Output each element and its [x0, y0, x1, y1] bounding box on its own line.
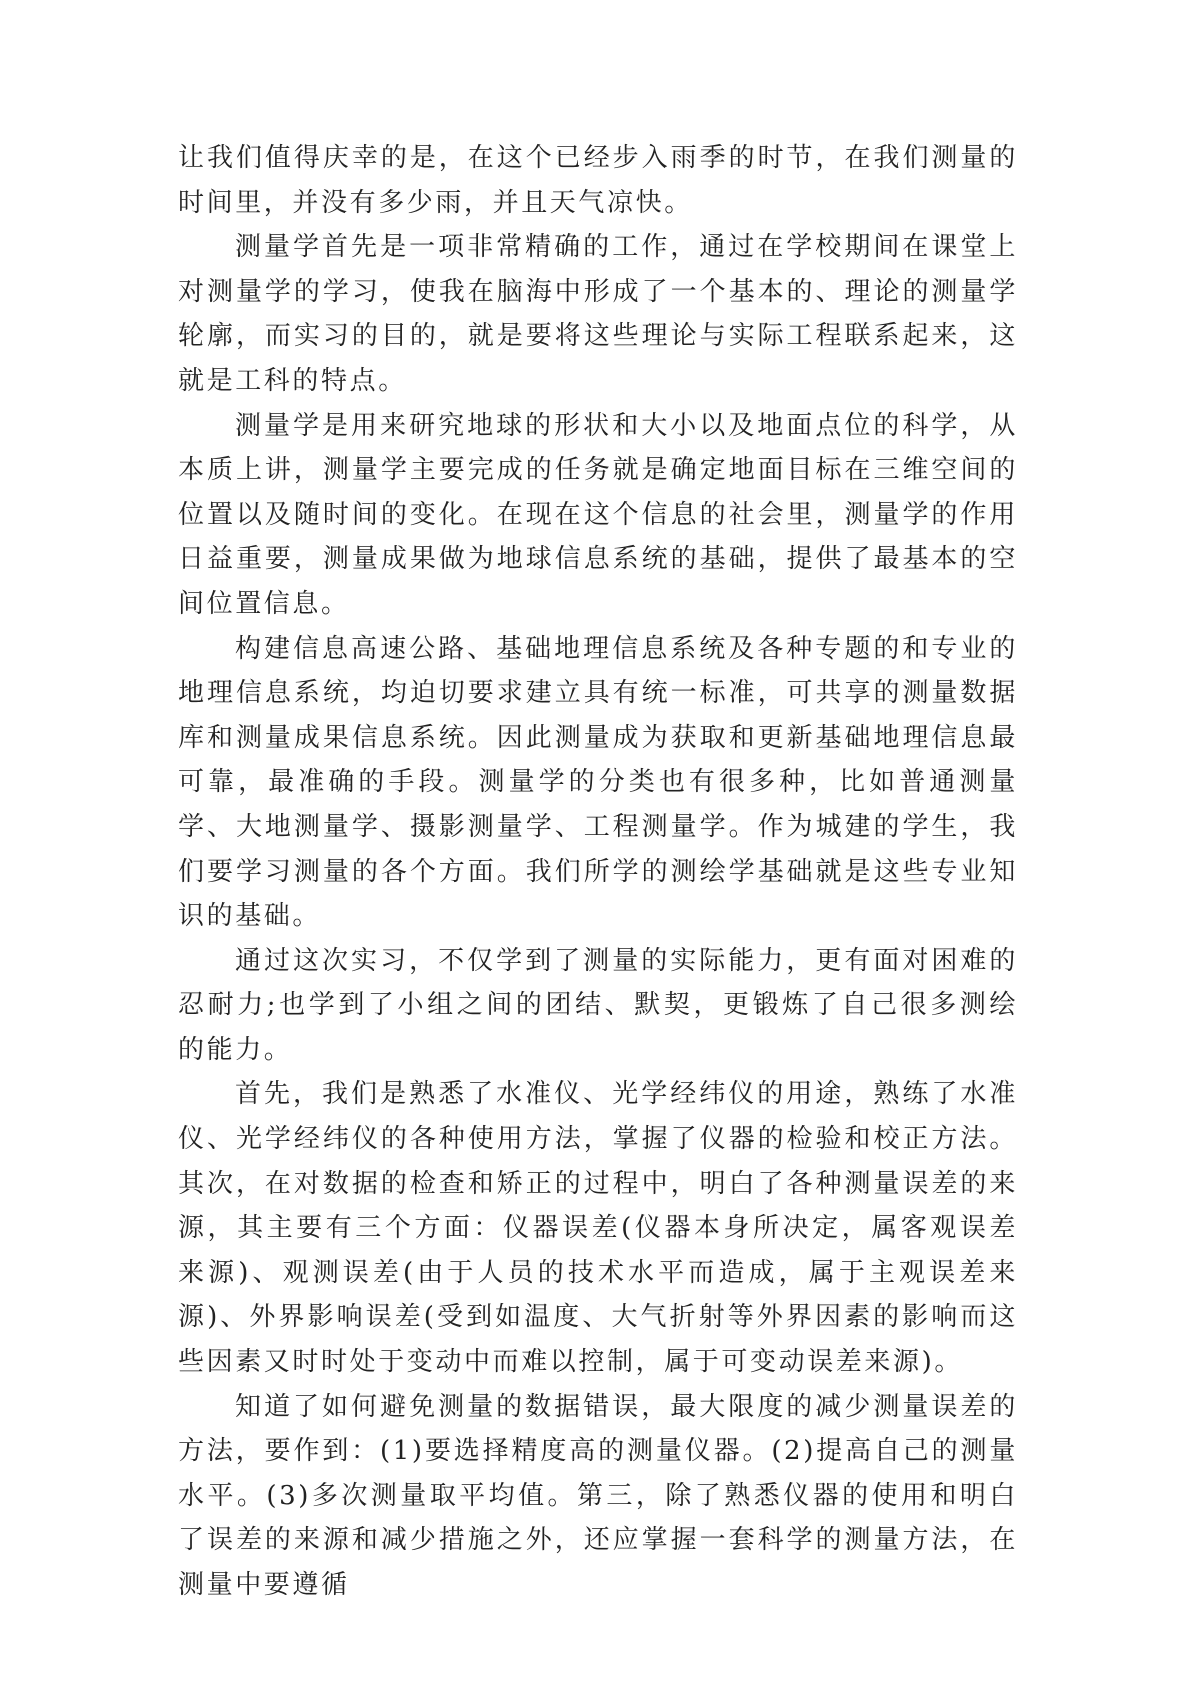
paragraph-1: 让我们值得庆幸的是，在这个已经步入雨季的时节，在我们测量的时间里，并没有多少雨，并且天气凉快。	[178, 143, 1018, 218]
paragraph-2: 测量学首先是一项非常精确的工作，通过在学校期间在课堂上对测量学的学习，使我在脑海中形成了一个基本的、理论的测量学轮廓，而实习的目的，就是要将这些理论与实际工程联系起来，这就是工科的特点。	[178, 232, 1018, 396]
paragraph-7: 知道了如何避免测量的数据错误，最大限度的减少测量误差的方法，要作到：(1)要选择精度高的测量仪器。(2)提高自己的测量水平。(3)多次测量取平均值。第三，除了熟悉仪器的使用和明白了误差的来源和减少措施之外，还应掌握一套科学的测量方法，在测量中要遵循	[178, 1391, 1018, 1600]
paragraph-3: 测量学是用来研究地球的形状和大小以及地面点位的科学，从本质上讲，测量学主要完成的任务就是确定地面目标在三维空间的位置以及随时间的变化。在现在这个信息的社会里，测量学的作用日益重要，测量成果做为地球信息系统的基础，提供了最基本的空间位置信息。	[178, 410, 1018, 619]
document-body	[178, 136, 1018, 1608]
paragraph-6: 首先，我们是熟悉了水准仪、光学经纬仪的用途，熟练了水准仪、光学经纬仪的各种使用方法，掌握了仪器的检验和校正方法。其次，在对数据的检查和矫正的过程中，明白了各种测量误差的来源，其主要有三个方面：仪器误差(仪器本身所决定，属客观误差来源)、观测误差(由于人员的技术水平而造成，属于主观误差来源)、外界影响误差(受到如温度、大气折射等外界因素的影响而这些因素又时时处于变动中而难以控制，属于可变动误差来源)。	[178, 1079, 1018, 1378]
paragraph-5: 通过这次实习，不仅学到了测量的实际能力，更有面对困难的忍耐力;也学到了小组之间的团结、默契，更锻炼了自己很多测绘的能力。	[178, 945, 1018, 1065]
paragraph-4: 构建信息高速公路、基础地理信息系统及各种专题的和专业的地理信息系统，均迫切要求建立具有统一标准，可共享的测量数据库和测量成果信息系统。因此测量成为获取和更新基础地理信息最可靠，最准确的手段。测量学的分类也有很多种，比如普通测量学、大地测量学、摄影测量学、工程测量学。作为城建的学生，我们要学习测量的各个方面。我们所学的测绘学基础就是这些专业知识的基础。	[178, 633, 1018, 932]
